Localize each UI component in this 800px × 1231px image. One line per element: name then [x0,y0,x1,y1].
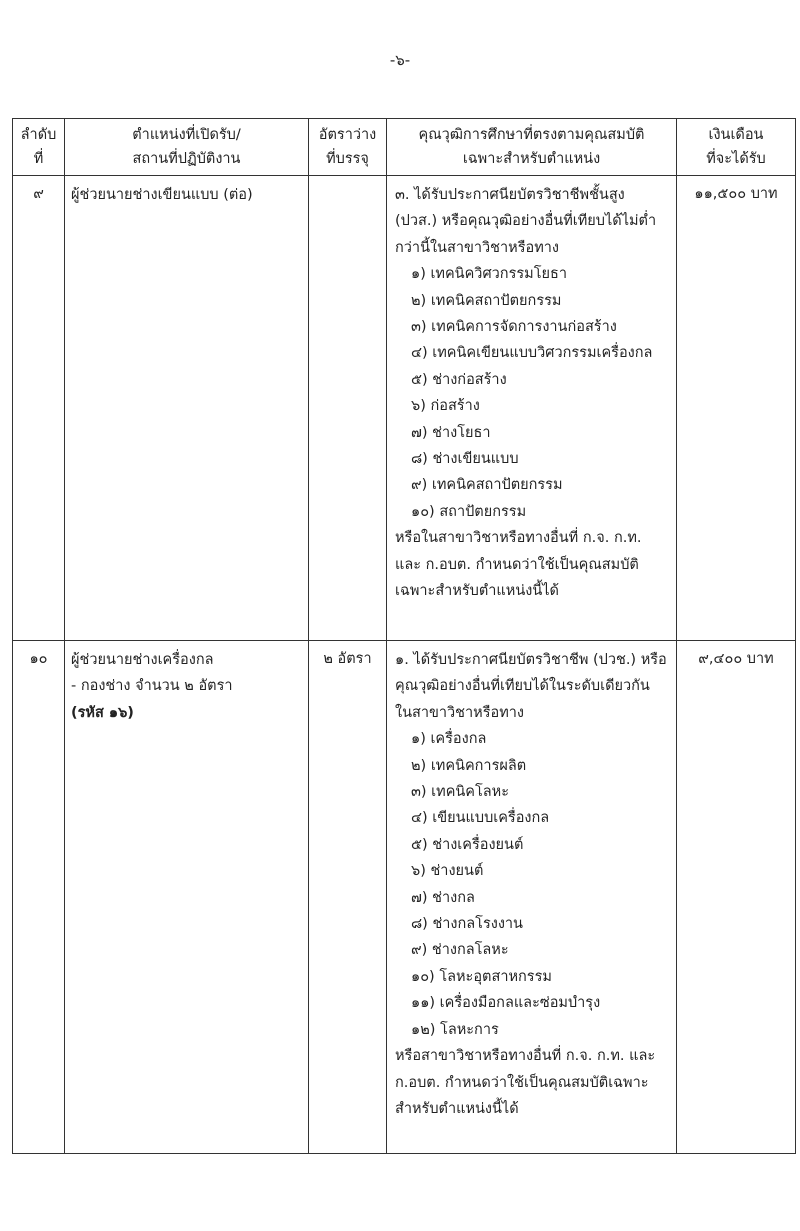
qualification-outro-line: หรือในสาขาวิชาหรือทางอื่นที่ ก.จ. ก.ท. [395,530,642,547]
qualification-cell [387,176,677,641]
header-salary: เงินเดือน ที่จะได้รับ [677,119,796,176]
qualification-item: ๔) เขียนแบบเครื่องกล [411,810,550,827]
qualification-item: ๘) ช่างเขียนแบบ [411,451,519,468]
qualification-item: ๓) เทคนิคโลหะ [411,784,510,801]
qualification-item: ๔) เทคนิคเขียนแบบวิศวกรรมเครื่องกล [411,345,653,362]
qualification-outro-line: เฉพาะสำหรับตำแหน่งนี้ได้ [395,583,559,600]
position-code: (รหัส ๑๖) [71,704,134,721]
qualification-outro-line: ก.อบต. กำหนดว่าใช้เป็นคุณสมบัติเฉพาะ [395,1074,649,1091]
qualification-item: ๑๑) เครื่องมือกลและซ่อมบำรุง [411,995,601,1012]
qualification-item: ๘) ช่างกลโรงงาน [411,916,523,933]
qualification-intro-line: ๓. ได้รับประกาศนียบัตรวิชาชีพชั้นสูง [395,187,625,203]
qualification-outro-line: สำหรับตำแหน่งนี้ได้ [395,1100,519,1117]
qualification-intro-line: ในสาขาวิชาหรือทาง [395,704,524,721]
qualification-item: ๑) เทคนิควิศวกรรมโยธา [411,266,567,283]
qualification-intro-line: ๑. ได้รับประกาศนียบัตรวิชาชีพ (ปวช.) หรือ [395,652,667,668]
page-number: -๖- [389,51,411,69]
qualification-intro-line: กว่านี้ในสาขาวิชาหรือทาง [395,239,559,256]
table-row [13,176,796,641]
qualification-cell [387,641,677,1154]
header-index: ลำดับ ที่ [13,119,65,176]
qualification-item: ๑๐) โลหะอุตสาหกรรม [411,968,552,985]
job-positions-table [12,118,796,1154]
qualification-item: ๗) ช่างกล [411,889,475,906]
qualification-item: ๗) ช่างโยธา [411,424,491,441]
vacancy-rate [309,176,387,641]
qualification-item: ๖) ก่อสร้าง [411,398,480,415]
position-line: ผู้ช่วยนายช่างเขียนแบบ (ต่อ) [71,187,253,203]
qualification-item: ๙) ช่างกลโลหะ [411,942,509,959]
qualification-item: ๒) เทคนิคการผลิต [411,757,527,774]
position-cell [65,176,309,641]
header-position: ตำแหน่งที่เปิดรับ/ สถานที่ปฏิบัติงาน [65,119,309,176]
position-line: ผู้ช่วยนายช่างเครื่องกล [71,652,214,668]
qualification-intro-line: คุณวุฒิอย่างอื่นที่เทียบได้ในระดับเดียวกัน [395,678,650,695]
qualification-item: ๕) ช่างก่อสร้าง [411,371,507,388]
qualification-intro-line: (ปวส.) หรือคุณวุฒิอย่างอื่นที่เทียบได้ไม่ต่ำ [395,213,657,230]
qualification-outro-line: และ ก.อบต. กำหนดว่าใช้เป็นคุณสมบัติ [395,556,639,573]
qualification-item: ๕) ช่างเครื่องยนต์ [411,836,524,853]
qualification-item: ๑๐) สถาปัตยกรรม [411,503,527,520]
qualification-outro-line: หรือสาขาวิชาหรือทางอื่นที่ ก.จ. ก.ท. และ [395,1048,656,1065]
table-header-row [13,119,796,176]
header-qualification: คุณวุฒิการศึกษาที่ตรงตามคุณสมบัติ เฉพาะสำหรับตำแหน่ง [387,119,677,176]
qualification-item: ๑) เครื่องกล [411,731,487,748]
salary-cell: ๑๑,๕๐๐ บาท [677,176,796,641]
header-rate: อัตราว่าง ที่บรรจุ [309,119,387,176]
qualification-item: ๑๒) โลหะการ [411,1021,499,1038]
table-row [13,641,796,1154]
salary-cell: ๙,๔๐๐ บาท [677,641,796,1154]
position-cell [65,641,309,1154]
qualification-item: ๓) เทคนิคการจัดการงานก่อสร้าง [411,319,617,336]
position-line: - กองช่าง จำนวน ๒ อัตรา [71,678,233,695]
qualification-item: ๖) ช่างยนต์ [411,863,484,880]
row-index: ๑๐ [13,641,65,1154]
vacancy-rate: ๒ อัตรา [309,641,387,1154]
row-index: ๙ [13,176,65,641]
qualification-item: ๒) เทคนิคสถาปัตยกรรม [411,292,562,309]
qualification-item: ๙) เทคนิคสถาปัตยกรรม [411,477,563,494]
